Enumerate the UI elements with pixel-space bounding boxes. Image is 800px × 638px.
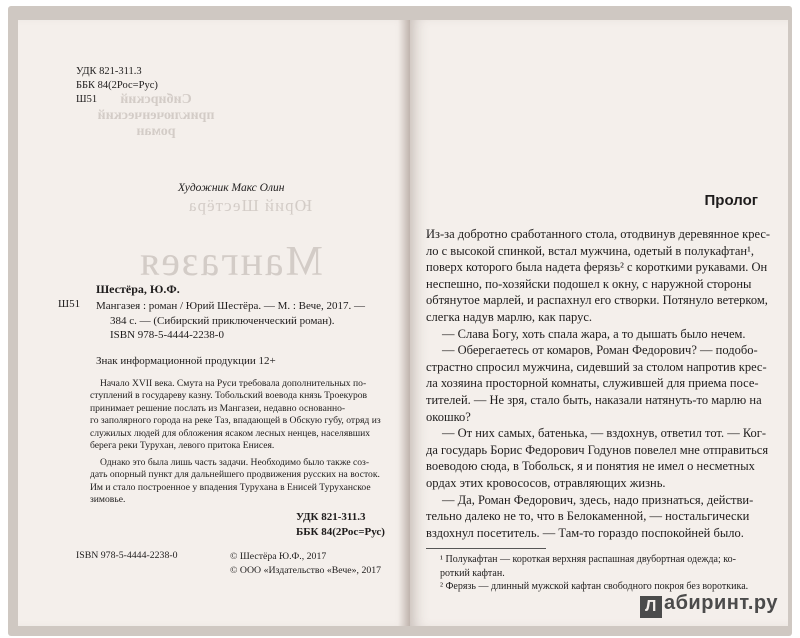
- udk-code: УДК 821-311.3: [76, 66, 142, 77]
- chapter-heading: Пролог: [704, 192, 758, 209]
- footnote-divider: [426, 548, 546, 549]
- isbn-bottom: ISBN 978-5-4444-2238-0: [76, 550, 178, 561]
- age-rating: Знак информационной продукции 12+: [96, 355, 276, 367]
- copyright-block: © Шестёра Ю.Ф., 2017 © ООО «Издательство «Вече», 2017: [230, 551, 382, 576]
- bib-index: Ш51: [58, 298, 81, 310]
- annotation-paragraph-1: Начало XVII века. Смута на Руси требовала дополнительных по- ступлений в государеву казну. Тобольский воевода князь Троекуров принимает решение послать из Мангазеи, недавно основанно- го заполярного города на реке Таз, впадающей в Обскую губу, отряд из служилых людей для обложения ясаком лесных ненцев, населявших берега реки Турухан, левого притока Енисея.: [90, 378, 381, 452]
- left-page: [18, 20, 410, 626]
- watermark-logo-icon: Л: [640, 596, 662, 618]
- right-page: [410, 20, 788, 626]
- watermark-text: абиринт.ру: [663, 592, 778, 614]
- bottom-codes: УДК 821-311.3 ББК 84(2Рос=Рус): [296, 511, 385, 538]
- artist-credit: Художник Макс Олин: [178, 182, 285, 194]
- bib-description: Мангазея : роман / Юрий Шестёра. — М. : Вече, 2017. — 384 с. — (Сибирский приключенческий роман). ISBN 978-5-4444-2238-0: [96, 300, 366, 341]
- annotation-paragraph-2: Однако это была лишь часть задачи. Необходимо было также соз- дать опорный пункт для дальнейшего продвижения русских на восток. Им и стало построенное у впадения Турухана в Енисей Туруханское зимовье.: [90, 457, 380, 506]
- ghost-title: Мангазея: [138, 239, 323, 285]
- footnotes: ¹ Полукафтан — короткая верхняя распашная двубортная одежда; ко- роткий кафтан. ² Ферязь — длинный мужской кафтан свободного покроя без вороткика.: [440, 554, 749, 592]
- ghost-author: Юрий Шестёра: [188, 196, 313, 215]
- labirint-watermark: [640, 592, 778, 618]
- author-index: Ш51: [76, 94, 98, 105]
- classification-codes: [76, 65, 158, 107]
- bib-author: Шестёра, Ю.Ф.: [96, 282, 180, 296]
- ghost-series-imprint: Сибирский приключенческий роман: [97, 92, 215, 139]
- prologue-text: Из-за добротно сработанного стола, отодвинув деревянное крес- ло с высокой спинкой, встал мужчина, одетый в полукафтан¹, поверх которого была надета ферязь² с короткими рукавами. Он неспешно, по-хозяйски подошел к окну, с наружной стороны обтянутое марлей, и распахнул его створки. Потянуло ветерком, слегка надув марлю, как парус. — Слава Богу, хоть спала жара, а то дышать было нечем. — Оберегаетесь от комаров, Роман Федорович? — подобо- страстно спросил мужчина, сидевший за столом напротив крес- ла хозяина просторной комнаты, служившей для приема посе- тителей. — Не зря, стало быть, наказали натянуть-то марлю на окошко? — От них самых, батенька, — вздохнув, ответил тот. — Ког- да государь Борис Федорович Годунов повелел мне отправиться воеводою сюда, в Тобольск, я и понятия не имел о несметных ордах этих кровососов, отравляющих жизнь. — Да, Роман Федорович, здесь, надо признаться, действи- тельно далеко не то, что в Белокаменной, — ностальгически вздохнул посетитель. — Там-то гораздо поспокойней было.: [426, 227, 771, 540]
- bbk-code: ББК 84(2Рос=Рус): [76, 80, 158, 91]
